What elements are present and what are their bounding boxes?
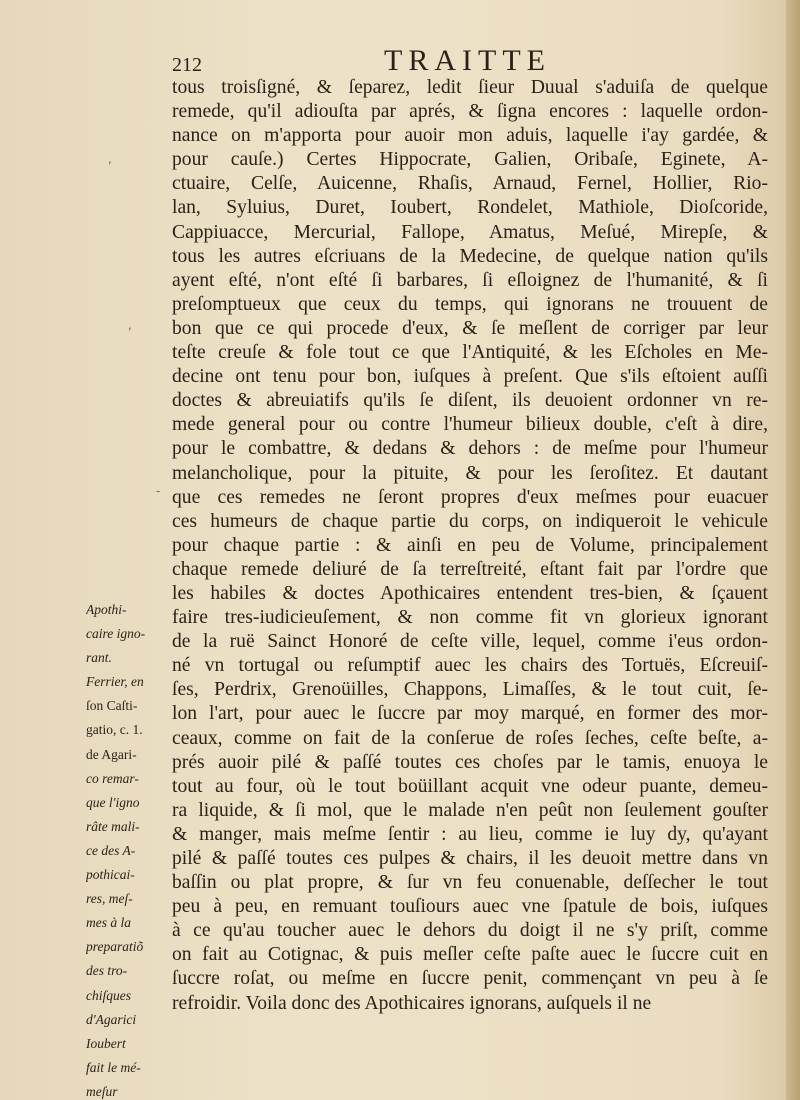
text-line: tous troisſigné, & ſeparez, ledit ſieur Duual s'aduiſa de quelque bbox=[172, 77, 768, 98]
page-number: 212 bbox=[172, 54, 202, 76]
text-line: tout au four, où le tout boüillant acquit vne odeur puante, demeu- bbox=[172, 775, 768, 797]
page-header bbox=[172, 44, 762, 80]
margin-note-line: co remar- bbox=[86, 770, 139, 786]
text-line: ceaux, comme on fait de la conſerue de roſes ſeches, ceſte beſte, a- bbox=[172, 727, 768, 749]
margin-note-line: Ferrier, en bbox=[86, 674, 144, 690]
margin-note-line: râte mali- bbox=[86, 818, 140, 834]
text-line: nance on m'apporta pour auoir mon aduis, laquelle i'ay gardée, & bbox=[172, 125, 768, 147]
text-line: pour le combattre, & dedans & dehors : de meſme pour l'humeur bbox=[172, 438, 768, 460]
marginal-notes bbox=[86, 598, 170, 1100]
text-line: pilé & paſſé toutes ces pulpes & chairs, il les deuoit mettre dans vn bbox=[172, 848, 768, 869]
text-line: né vn tortugal ou reſumptif auec les chairs des Tortuës, Eſcreuiſ- bbox=[172, 655, 768, 677]
text-line: melancholique, pour la pituite, & pour les ſeroſitez. Et dautant bbox=[172, 462, 768, 484]
margin-note-line: rant. bbox=[86, 650, 112, 666]
margin-note-line: meſur bbox=[86, 1083, 118, 1099]
running-title: TRAITTE bbox=[384, 44, 551, 77]
text-line: decine ont tenu pour bon, iuſques à preſent. Que s'ils eſtoient auſſi bbox=[172, 366, 768, 388]
margin-note-line: Ioubert bbox=[86, 1035, 126, 1051]
text-line: prés auoir pilé & paſſé toutes ces choſes par le tamis, enuoya le bbox=[172, 751, 768, 773]
text-line: baſſin ou plat propre, & ſur vn feu conuenable, deſſecher le tout bbox=[172, 872, 768, 894]
text-line: tous les autres eſcriuans de la Medecine, de quelque nation qu'ils bbox=[172, 245, 768, 267]
margin-note-line: preparatiõ bbox=[86, 939, 144, 955]
text-line: chaque remede deliuré de ſa terreſtreité, eſtant fait par l'ordre que bbox=[172, 558, 768, 580]
text-line: Cappiuacce, Mercurial, Fallope, Amatus, Meſué, Mirepſe, & bbox=[172, 221, 768, 243]
margin-note-line: ce des A- bbox=[86, 842, 136, 858]
text-line: lon l'art, pour auec le ſuccre par moy marqué, en former des mor- bbox=[172, 703, 768, 725]
margin-note-line: de Agari- bbox=[86, 746, 137, 762]
text-line: on fait au Cotignac, & puis meſler ceſte paſte auec le ſuccre cuit en bbox=[172, 944, 768, 966]
text-line: ſes, Perdrix, Grenoüilles, Chappons, Limaſſes, & le tout cuit, ſe- bbox=[172, 679, 768, 701]
margin-note-line: des tro- bbox=[86, 963, 128, 979]
text-line: lan, Syluius, Duret, Ioubert, Rondelet, Mathiole, Dioſcoride, bbox=[172, 197, 768, 219]
margin-note-line: que l'igno bbox=[86, 794, 140, 810]
text-line: pour cauſe.) Certes Hippocrate, Galien, Oribaſe, Eginete, A- bbox=[172, 149, 768, 171]
margin-note-line: pothicai- bbox=[86, 867, 135, 883]
margin-note-line: caire igno- bbox=[86, 626, 146, 642]
text-line: teſte creuſe & fole tout ce que l'Antiquité, & les Eſcholes en Me- bbox=[172, 342, 768, 364]
text-line: preſomptueux que ceux du temps, qui ignorans ne trouuent de bbox=[172, 293, 768, 315]
margin-note-line: d'Agarici bbox=[86, 1011, 137, 1027]
margin-note-line: fait le mé- bbox=[86, 1059, 141, 1075]
text-line: refroidir. Voila donc des Apothicaires ignorans, auſquels il ne bbox=[172, 992, 652, 1014]
text-line: doctes & abreuiatifs qu'ils ſe diſent, ils deuoient ordonner vn re- bbox=[172, 390, 768, 412]
text-line: ſuccre roſat, ou meſme en ſuccre penit, commençant vn peu à ſe bbox=[172, 968, 768, 990]
page-gutter-shadow bbox=[786, 0, 800, 1100]
margin-note-line: Apothi- bbox=[86, 602, 127, 617]
text-line: ces humeurs de chaque partie du corps, on indiqueroit le vehicule bbox=[172, 510, 768, 532]
margin-note-line: gatio, c. 1. bbox=[86, 722, 143, 738]
text-line: les habiles & doctes Apothicaires entendent tres-bien, & ſçauent bbox=[172, 582, 768, 604]
main-text-block bbox=[172, 76, 768, 1016]
margin-note-line: ſon Caſti- bbox=[86, 698, 138, 714]
text-line: remede, qu'il adiouſta par aprés, & ſigna encores : laquelle ordon- bbox=[172, 101, 768, 123]
ink-speck-mark: , bbox=[128, 318, 132, 332]
text-line: bon que ce qui procede d'eux, & ſe meſlent de corriger par leur bbox=[172, 317, 768, 339]
ink-speck-mark: , bbox=[108, 152, 112, 166]
margin-note-line: res, meſ- bbox=[86, 891, 133, 907]
text-line: mede general pour ou contre l'humeur bilieux double, c'eſt à dire, bbox=[172, 414, 768, 436]
text-line: ctuaire, Celſe, Auicenne, Rhaſis, Arnaud, Fernel, Hollier, Rio- bbox=[172, 173, 768, 195]
margin-note-line: mes à la bbox=[86, 915, 131, 931]
text-line: de la ruë Sainct Honoré de ceſte ville, lequel, comme i'eus ordon- bbox=[172, 631, 768, 653]
text-line: ayent eſté, n'ont eſté ſi barbares, ſi eſloignez de l'humanité, & ſi bbox=[172, 269, 768, 291]
text-line: faire tres-iudicieuſement, & non comme fit vn glorieux ignorant bbox=[172, 607, 768, 629]
text-line: peu à peu, en remuant touſiours auec vne ſpatule de bois, iuſques bbox=[172, 896, 768, 918]
text-line: ra liquide, & ſi mol, que le malade n'en peût non ſeulement gouſter bbox=[172, 799, 768, 821]
text-line: & manger, mais meſme ſentir : au lieu, comme ie luy dy, qu'ayant bbox=[172, 823, 768, 845]
text-line: à ce qu'au toucher auec le dehors du doigt il ne s'y priſt, comme bbox=[172, 920, 768, 942]
text-line: pour chaque partie : & ainſi en peu de Volume, principalement bbox=[172, 534, 768, 556]
margin-note-line: chiſques bbox=[86, 987, 131, 1003]
text-line: que ces remedes ne ſeront propres d'eux meſmes pour euacuer bbox=[172, 486, 768, 508]
ink-speck-mark: - bbox=[156, 484, 161, 498]
